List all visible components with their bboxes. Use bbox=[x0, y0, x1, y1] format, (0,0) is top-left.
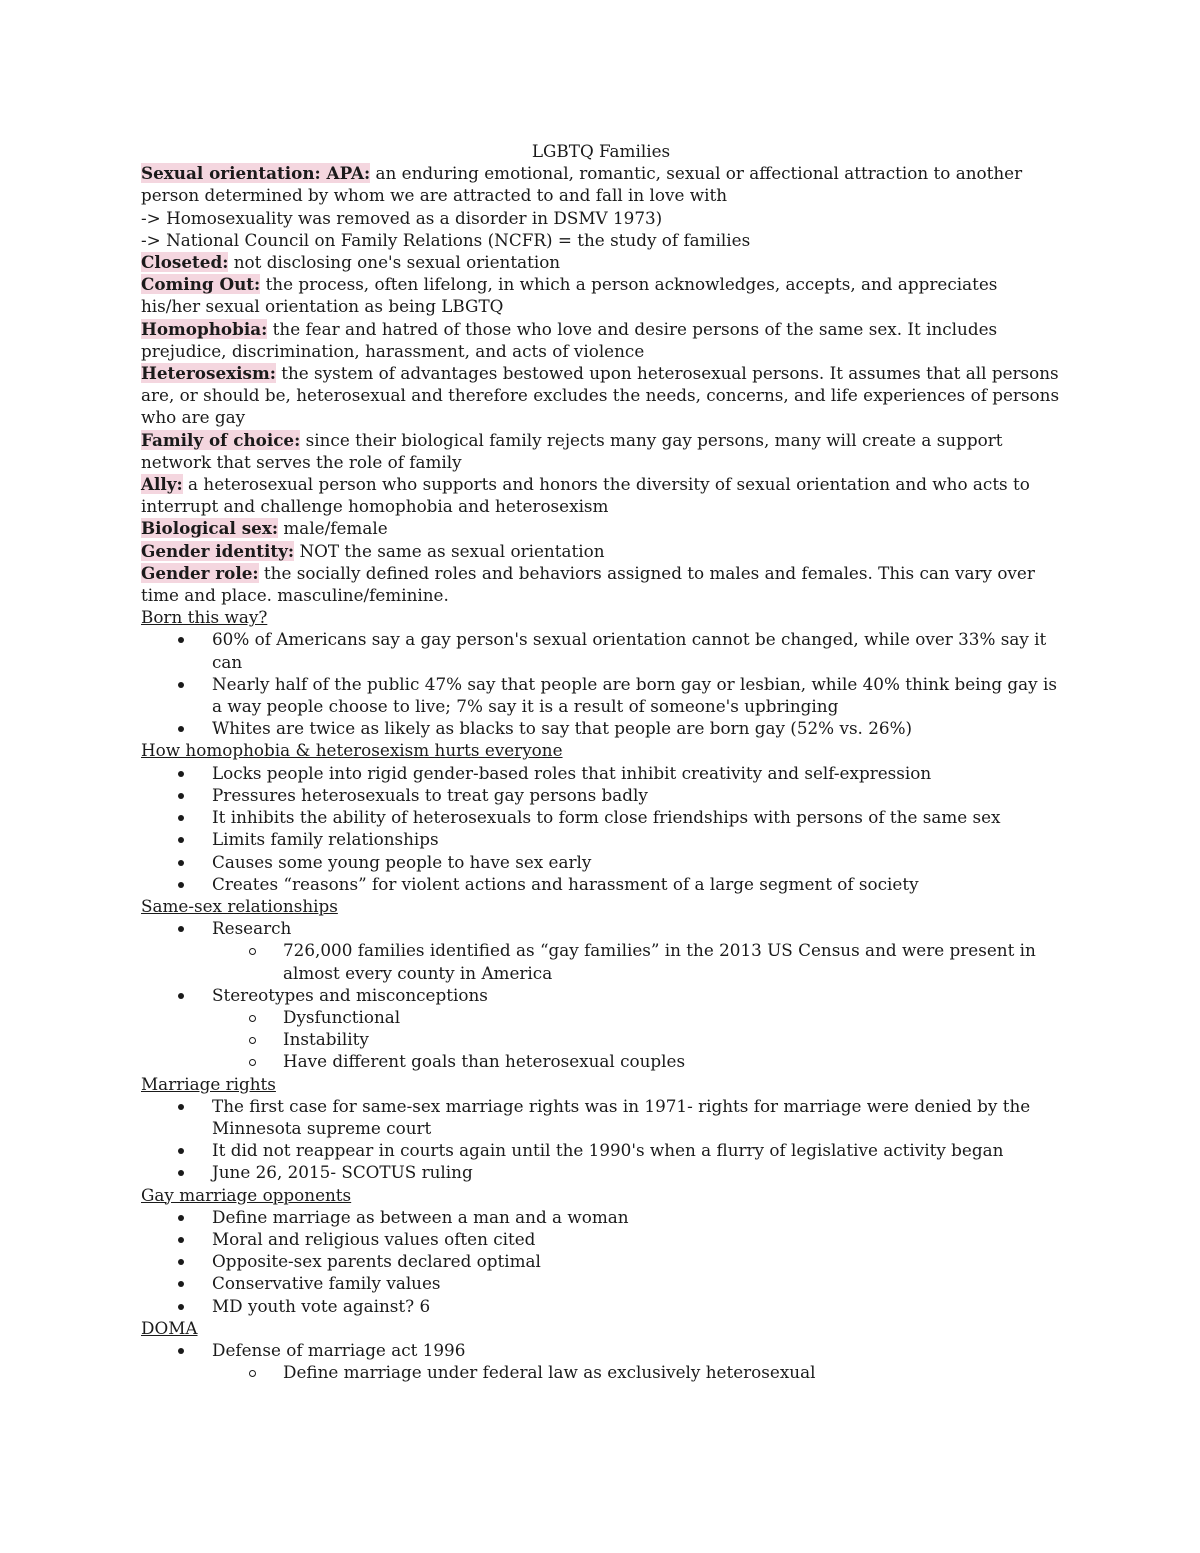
definition-term: Biological sex: bbox=[141, 518, 279, 539]
list-item: June 26, 2015- SCOTUS ruling bbox=[141, 1161, 1061, 1183]
bullet-list bbox=[141, 1206, 1061, 1317]
list-item: The first case for same-sex marriage rights was in 1971- rights for marriage were denied by the Minnesota supreme court bbox=[141, 1095, 1061, 1139]
definition-homophobia bbox=[141, 318, 1061, 362]
definition-text: male/female bbox=[278, 518, 388, 539]
list-item bbox=[141, 984, 1061, 1073]
list-item: MD youth vote against? 6 bbox=[141, 1295, 1061, 1317]
definition-term: Ally: bbox=[141, 474, 183, 495]
list-item: It inhibits the ability of heterosexuals to form close friendships with persons of the same sex bbox=[141, 806, 1061, 828]
list-item: Causes some young people to have sex early bbox=[141, 851, 1061, 873]
list-item: Moral and religious values often cited bbox=[141, 1228, 1061, 1250]
document-page bbox=[141, 140, 1061, 1383]
list-item bbox=[141, 1339, 1061, 1383]
sub-list-item: Define marriage under federal law as exclusively heterosexual bbox=[212, 1361, 1061, 1383]
definition-gender-identity bbox=[141, 540, 1061, 562]
sub-list-item: Instability bbox=[212, 1028, 1061, 1050]
bullet-list bbox=[141, 628, 1061, 739]
sub-list-item: Dysfunctional bbox=[212, 1006, 1061, 1028]
sub-bullet-list bbox=[212, 939, 1061, 983]
definition-term: Gender identity: bbox=[141, 540, 295, 561]
definition-text: since their biological family rejects many gay persons, many will create a support network that serves the role of family bbox=[141, 429, 1003, 472]
bullet-list bbox=[141, 762, 1061, 895]
definition-gender-role bbox=[141, 562, 1061, 606]
list-item: 60% of Americans say a gay person's sexual orientation cannot be changed, while over 33% say it can bbox=[141, 628, 1061, 672]
definition-text: NOT the same as sexual orientation bbox=[294, 540, 605, 561]
section-heading-doma: DOMA bbox=[141, 1317, 198, 1338]
sub-bullet-list bbox=[212, 1006, 1061, 1073]
list-item: Pressures heterosexuals to treat gay persons badly bbox=[141, 784, 1061, 806]
list-item: Creates “reasons” for violent actions and harassment of a large segment of society bbox=[141, 873, 1061, 895]
definition-text: the system of advantages bestowed upon heterosexual persons. It assumes that all persons are, or should be, heterosexual and therefore excludes the needs, concerns, and life experiences of persons who are gay bbox=[141, 363, 1060, 428]
note-line: -> National Council on Family Relations (NCFR) = the study of families bbox=[141, 229, 751, 250]
section-heading-marriage-rights: Marriage rights bbox=[141, 1073, 276, 1094]
document-title: LGBTQ Families bbox=[531, 141, 671, 161]
list-item: Locks people into rigid gender-based roles that inhibit creativity and self-expression bbox=[141, 762, 1061, 784]
definition-biological-sex bbox=[141, 517, 1061, 539]
list-item: Conservative family values bbox=[141, 1272, 1061, 1294]
list-item-label: Defense of marriage act 1996 bbox=[212, 1339, 466, 1360]
list-item: Whites are twice as likely as blacks to say that people are born gay (52% vs. 26%) bbox=[141, 717, 1061, 739]
note-line: -> Homosexuality was removed as a disorder in DSMV 1973) bbox=[141, 207, 663, 228]
definition-coming-out bbox=[141, 273, 1061, 317]
bullet-list bbox=[141, 917, 1061, 1072]
section-heading-hurts-everyone: How homophobia & heterosexism hurts everyone bbox=[141, 740, 563, 761]
list-item bbox=[141, 917, 1061, 984]
definition-term: Heterosexism: bbox=[141, 363, 276, 384]
list-item: Opposite-sex parents declared optimal bbox=[141, 1250, 1061, 1272]
definition-term: Sexual orientation: APA: bbox=[141, 163, 371, 184]
definition-text: the socially defined roles and behaviors assigned to males and females. This can vary over time and place. masculine/feminine. bbox=[141, 562, 1035, 606]
list-item: Nearly half of the public 47% say that people are born gay or lesbian, while 40% think being gay is a way people choose to live; 7% say it is a result of someone's upbringing bbox=[141, 673, 1061, 717]
definition-term: Homophobia: bbox=[141, 318, 268, 339]
sub-list-item: Have different goals than heterosexual couples bbox=[212, 1050, 1061, 1072]
definition-closeted bbox=[141, 251, 1061, 273]
list-item: Define marriage as between a man and a woman bbox=[141, 1206, 1061, 1228]
list-item: It did not reappear in courts again until the 1990's when a flurry of legislative activity began bbox=[141, 1139, 1061, 1161]
bullet-list bbox=[141, 1339, 1061, 1383]
definition-text: an enduring emotional, romantic, sexual or affectional attraction to another person determined by whom we are attracted to and fall in love with bbox=[141, 163, 1023, 206]
definition-family-of-choice bbox=[141, 429, 1061, 473]
section-heading-same-sex-relationships: Same-sex relationships bbox=[141, 895, 338, 916]
definition-text: the process, often lifelong, in which a person acknowledges, accepts, and appreciates his/her sexual orientation as being LBGTQ bbox=[141, 274, 998, 317]
list-item-label: Research bbox=[212, 918, 292, 939]
definition-ally bbox=[141, 473, 1061, 517]
section-heading-gay-marriage-opponents: Gay marriage opponents bbox=[141, 1184, 352, 1205]
definition-term: Coming Out: bbox=[141, 274, 261, 295]
definition-term: Gender role: bbox=[141, 562, 259, 583]
definition-heterosexism bbox=[141, 362, 1061, 429]
sub-bullet-list bbox=[212, 1361, 1061, 1383]
definition-sexual-orientation bbox=[141, 162, 1061, 206]
definition-text: not disclosing one's sexual orientation bbox=[228, 252, 561, 273]
section-heading-born-this-way: Born this way? bbox=[141, 607, 268, 628]
definition-text: the fear and hatred of those who love and desire persons of the same sex. It includes prejudice, discrimination, harassment, and acts of violence bbox=[141, 318, 998, 361]
definition-term: Family of choice: bbox=[141, 429, 301, 450]
list-item-label: Stereotypes and misconceptions bbox=[212, 984, 488, 1005]
list-item: Limits family relationships bbox=[141, 828, 1061, 850]
sub-list-item: 726,000 families identified as “gay families” in the 2013 US Census and were present in almost every county in America bbox=[212, 939, 1061, 983]
definition-text: a heterosexual person who supports and honors the diversity of sexual orientation and who acts to interrupt and challenge homophobia and heterosexism bbox=[141, 474, 1030, 517]
bullet-list bbox=[141, 1095, 1061, 1184]
definition-term: Closeted: bbox=[141, 252, 229, 273]
